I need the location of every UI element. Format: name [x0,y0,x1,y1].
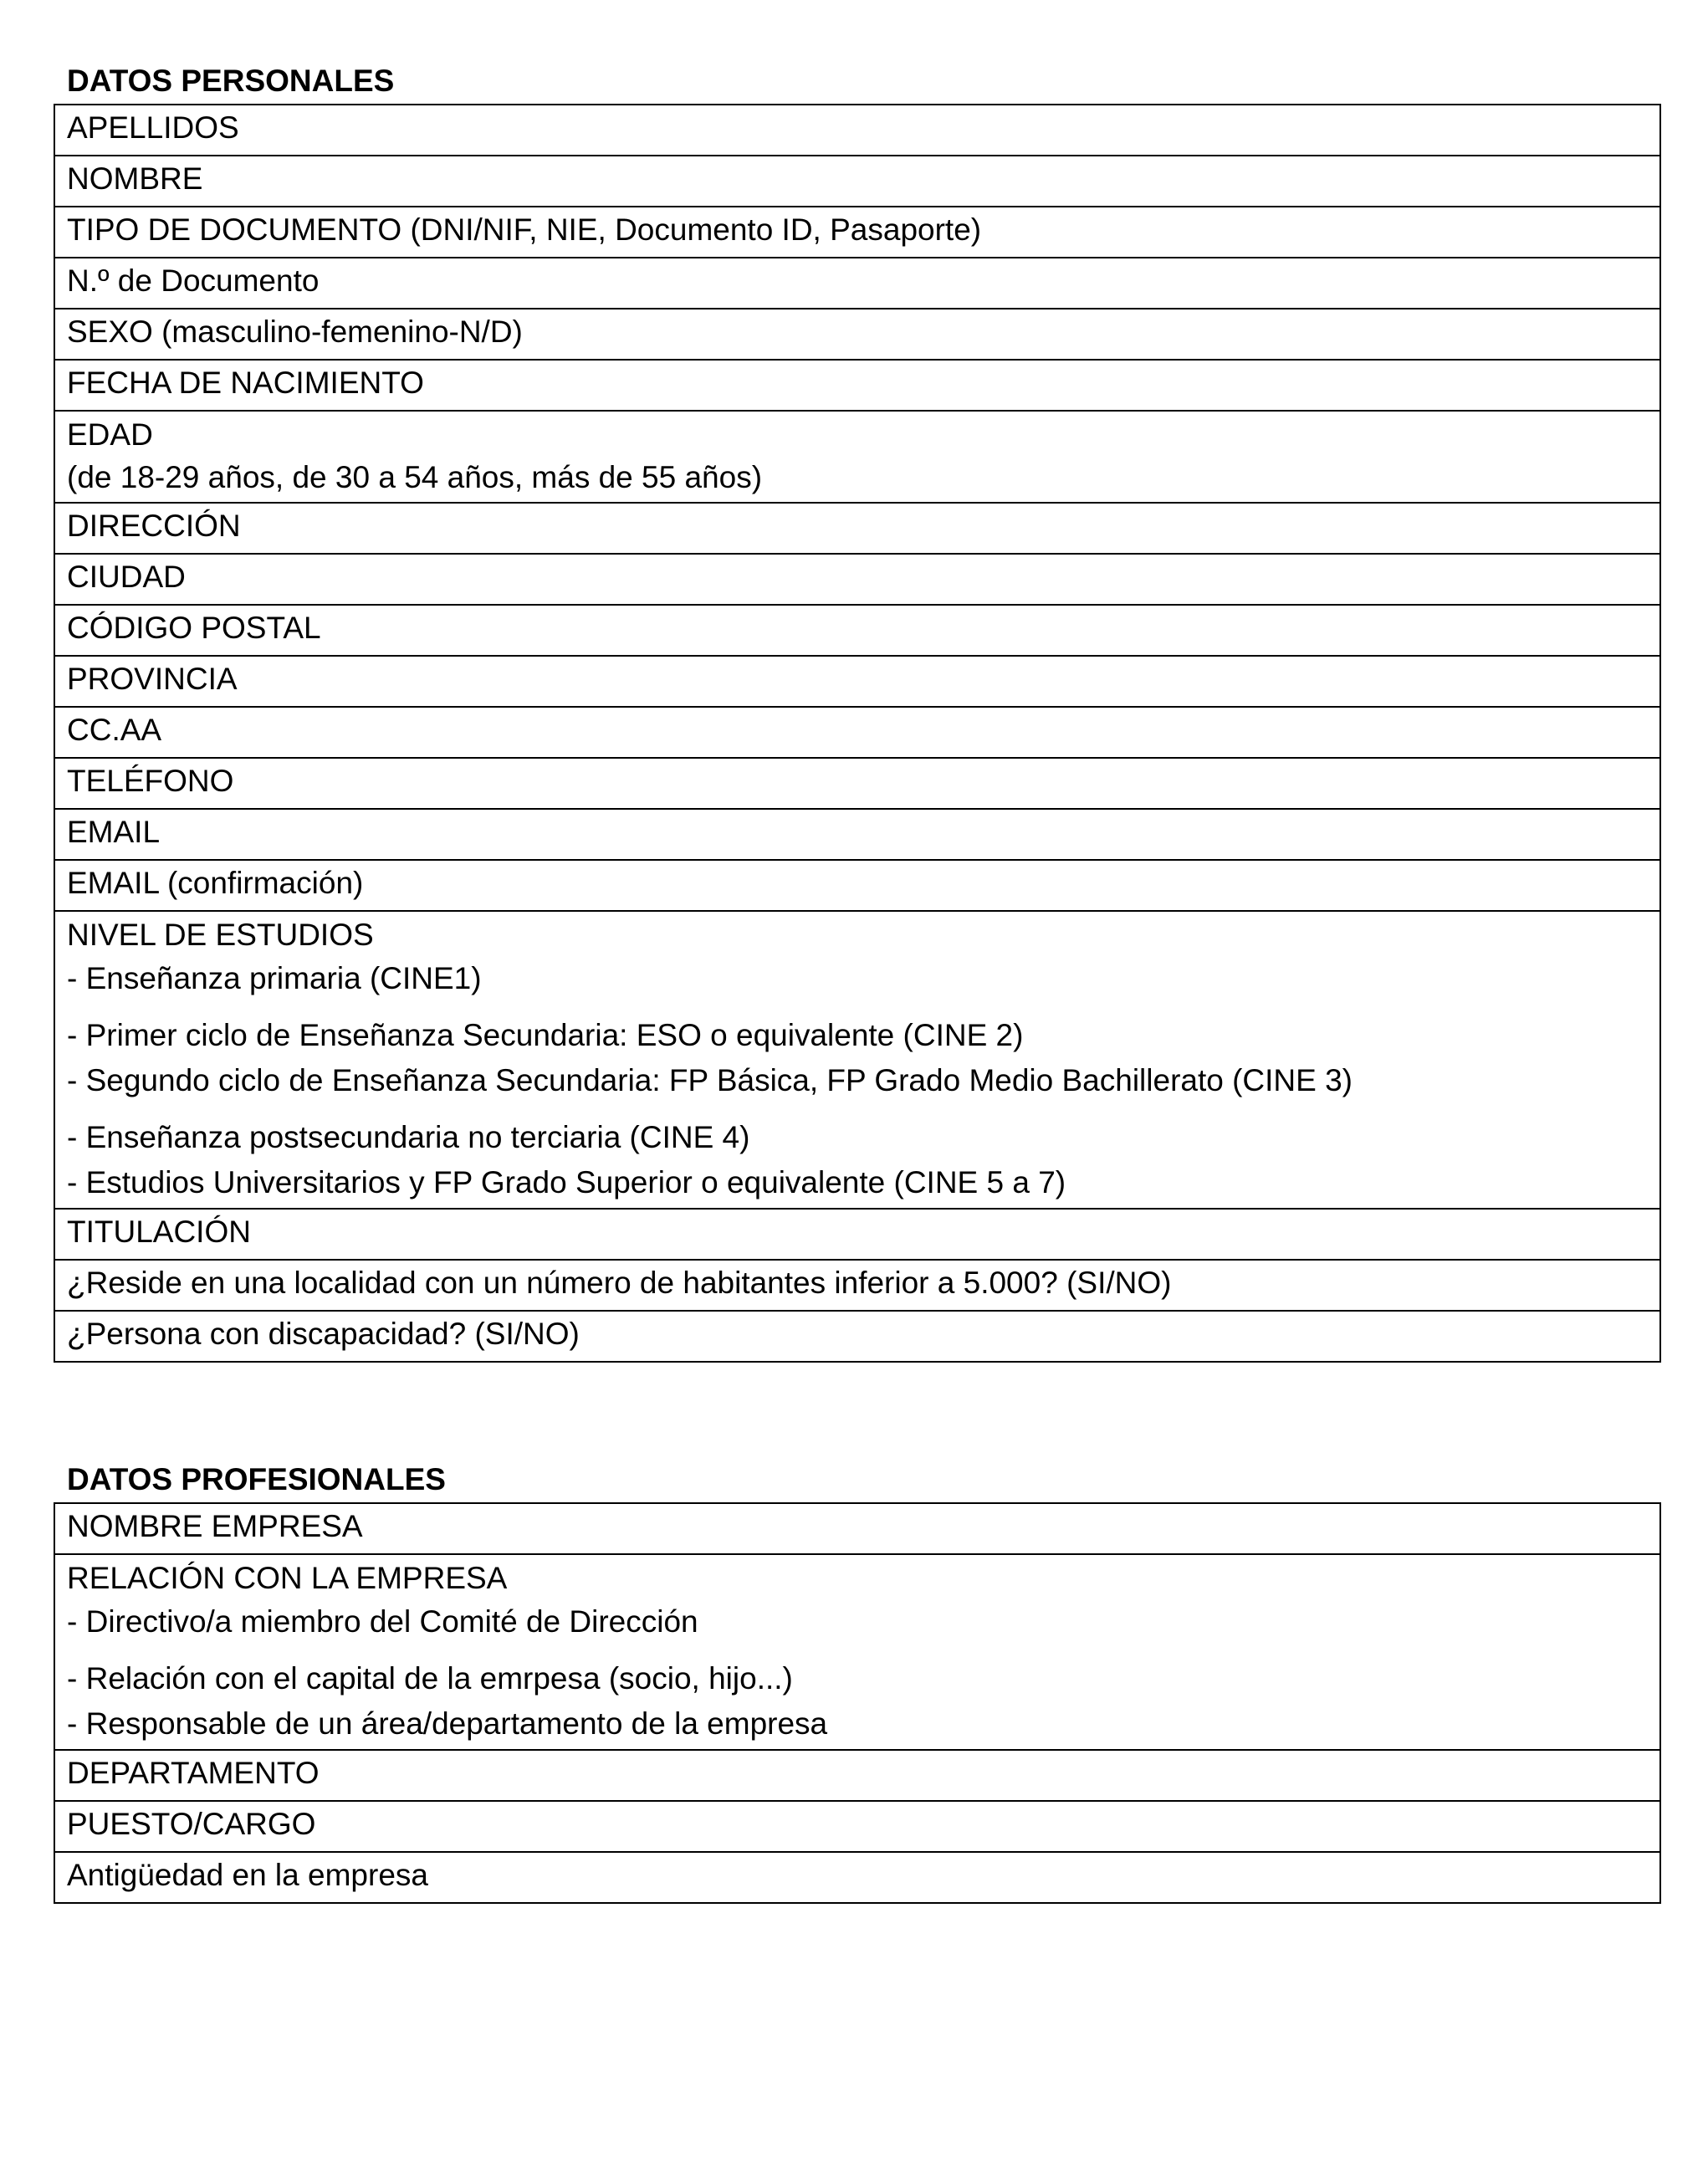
field-nombre: NOMBRE [54,156,1660,207]
field-email-confirmacion: EMAIL (confirmación) [54,860,1660,911]
table-row [54,1209,1660,1260]
table-row [54,503,1660,554]
field-reside-localidad: ¿Reside en una localidad con un número de habitantes inferior a 5.000? (SI/NO) [54,1260,1660,1311]
field-sexo: SEXO (masculino-femenino-N/D) [54,309,1660,360]
table-row [54,411,1660,503]
field-ccaa: CC.AA [54,707,1660,758]
table-row [54,1554,1660,1750]
field-nombre-empresa: NOMBRE EMPRESA [54,1503,1660,1554]
personal-data-table [54,104,1661,1363]
table-row [54,360,1660,411]
table-row [54,707,1660,758]
table-row [54,1750,1660,1801]
table-row [54,656,1660,707]
personal-data-section [54,59,1661,1363]
field-puesto-cargo: PUESTO/CARGO [54,1801,1660,1852]
field-codigo-postal: CÓDIGO POSTAL [54,605,1660,656]
field-nivel-estudios [54,911,1660,1209]
field-email: EMAIL [54,809,1660,860]
field-edad-options: (de 18-29 años, de 30 a 54 años, más de 55 años) [67,460,763,494]
personal-data-title: DATOS PERSONALES [67,64,395,98]
professional-data-table [54,1502,1661,1904]
table-row [54,1311,1660,1362]
table-row [54,605,1660,656]
field-discapacidad: ¿Persona con discapacidad? (SI/NO) [54,1311,1660,1362]
field-numero-documento: N.º de Documento [54,258,1660,309]
table-row [54,258,1660,309]
relacion-option: - Relación con el capital de la emrpesa (socio, hijo...) [67,1661,793,1696]
field-ciudad: CIUDAD [54,554,1660,605]
nivel-estudios-option: - Segundo ciclo de Enseñanza Secundaria: FP Básica, FP Grado Medio Bachillerato (CINE 3) [67,1063,1353,1097]
field-edad-label: EDAD [67,417,153,452]
field-telefono: TELÉFONO [54,758,1660,809]
field-edad [54,411,1660,503]
nivel-estudios-option: - Enseñanza postsecundaria no terciaria (CINE 4) [67,1120,750,1154]
table-row [54,860,1660,911]
nivel-estudios-option: - Primer ciclo de Enseñanza Secundaria: ESO o equivalente (CINE 2) [67,1018,1024,1052]
field-titulacion: TITULACIÓN [54,1209,1660,1260]
table-row [54,809,1660,860]
table-row [54,207,1660,258]
table-row [54,1801,1660,1852]
field-fecha-nacimiento: FECHA DE NACIMIENTO [54,360,1660,411]
field-relacion-empresa [54,1554,1660,1750]
field-departamento: DEPARTAMENTO [54,1750,1660,1801]
relacion-option: - Directivo/a miembro del Comité de Dirección [67,1604,698,1639]
table-row [54,1852,1660,1903]
nivel-estudios-option: - Estudios Universitarios y FP Grado Superior o equivalente (CINE 5 a 7) [67,1165,1066,1199]
field-nivel-estudios-label: NIVEL DE ESTUDIOS [67,918,374,952]
table-row [54,156,1660,207]
nivel-estudios-option: - Enseñanza primaria (CINE1) [67,961,482,995]
table-row [54,105,1660,156]
table-row [54,1260,1660,1311]
field-antiguedad: Antigüedad en la empresa [54,1852,1660,1903]
table-row [54,309,1660,360]
table-row [54,911,1660,1209]
field-tipo-documento: TIPO DE DOCUMENTO (DNI/NIF, NIE, Documento ID, Pasaporte) [54,207,1660,258]
table-row [54,554,1660,605]
relacion-option: - Responsable de un área/departamento de la empresa [67,1706,828,1741]
field-relacion-label: RELACIÓN CON LA EMPRESA [67,1561,508,1595]
professional-data-title: DATOS PROFESIONALES [67,1462,446,1496]
table-row [54,1503,1660,1554]
field-apellidos: APELLIDOS [54,105,1660,156]
table-row [54,758,1660,809]
field-direccion: DIRECCIÓN [54,503,1660,554]
professional-data-section [54,1457,1661,1904]
field-provincia: PROVINCIA [54,656,1660,707]
